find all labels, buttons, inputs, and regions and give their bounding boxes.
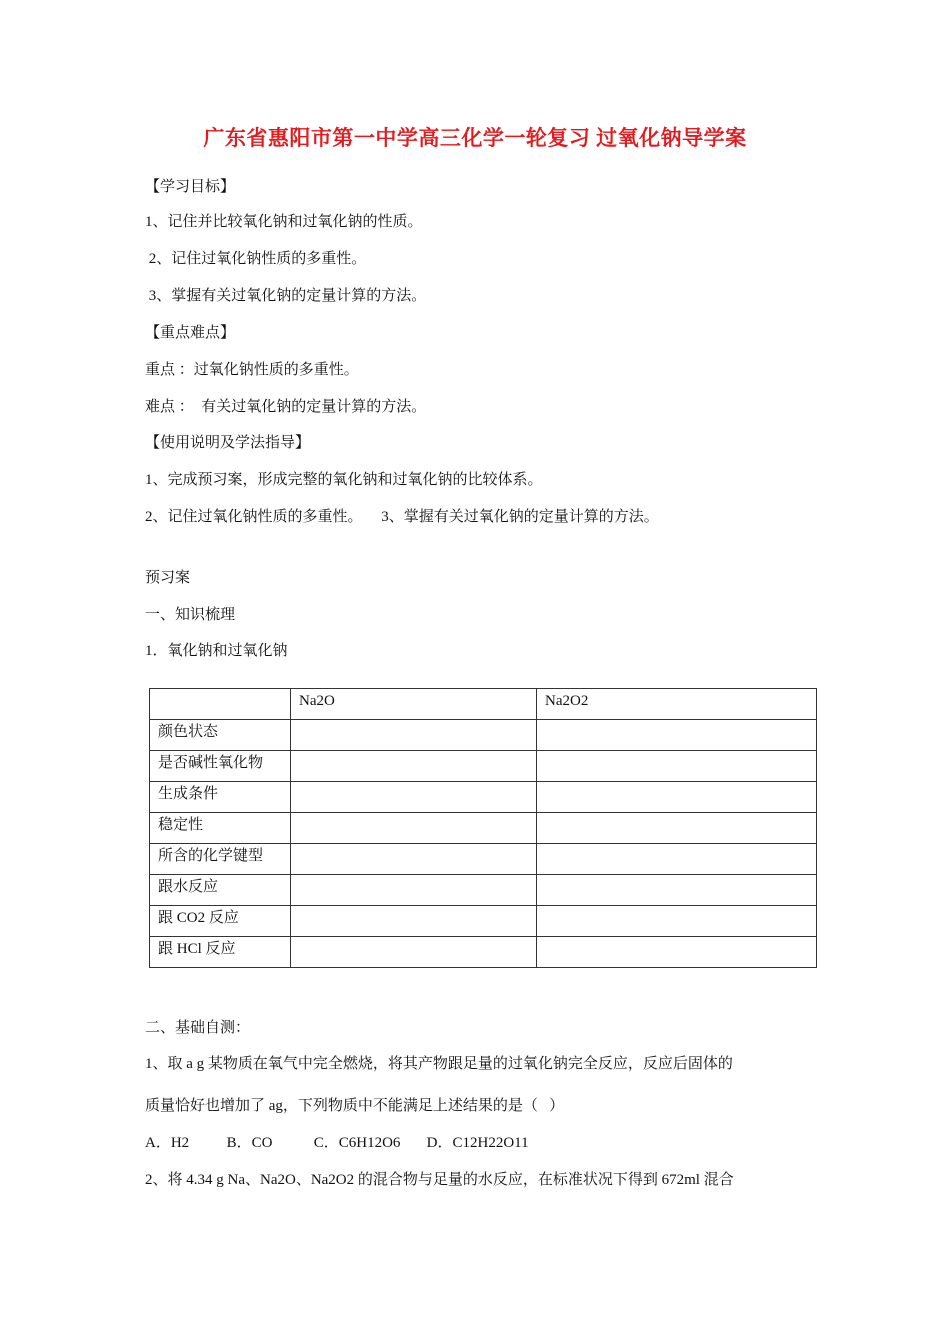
table-row [150,813,817,844]
row-label: 颜色状态 [150,720,291,751]
objective-3: 3、掌握有关过氧化钠的定量计算的方法。 [145,288,427,304]
table-row [150,875,817,906]
row-label: 跟 HCl 反应 [150,937,291,968]
answer-cell[interactable] [291,875,537,906]
instruction-1: 1、完成预习案，形成完整的氧化钠和过氧化钠的比较体系。 [145,472,543,488]
row-label: 跟水反应 [150,875,291,906]
row-label: 稳定性 [150,813,291,844]
table-header-cell [150,689,291,720]
row-label: 所含的化学键型 [150,844,291,875]
difficult-point: 难点 ： 有关过氧化钠的定量计算的方法。 [145,399,427,415]
row-label: 跟 CO2 反应 [150,906,291,937]
objective-2: 2、记住过氧化钠性质的多重性。 [145,251,367,267]
table-header-cell: Na2O [291,689,537,720]
table-header-row [150,689,817,720]
answer-cell[interactable] [291,720,537,751]
section-heading-key-points: 【重点难点】 [145,325,236,341]
answer-cell[interactable] [291,782,537,813]
answer-cell[interactable] [537,906,817,937]
question-1-options: A．H2 B．CO C．C6H12O6 D．C12H22O11 [145,1135,529,1151]
answer-cell[interactable] [537,720,817,751]
table-row [150,844,817,875]
instruction-2-3: 2、记住过氧化钠性质的多重性。 3、掌握有关过氧化钠的定量计算的方法。 [145,509,659,525]
table-row [150,782,817,813]
answer-cell[interactable] [537,782,817,813]
answer-cell[interactable] [537,937,817,968]
comparison-table [149,688,817,968]
knowledge-heading: 一、知识梳理 [145,607,236,623]
objective-1: 1、记住并比较氧化钠和过氧化钠的性质。 [145,214,423,230]
table-row [150,720,817,751]
answer-cell[interactable] [537,844,817,875]
table-row [150,937,817,968]
preview-heading: 预习案 [145,570,191,586]
question-1-line-1: 1、取 a g 某物质在氧气中完全燃烧，将其产物跟足量的过氧化钠完全反应，反应后固体的 [145,1056,733,1072]
row-label: 生成条件 [150,782,291,813]
answer-cell[interactable] [291,844,537,875]
question-1-line-2: 质量恰好也增加了 ag，下列物质中不能满足上述结果的是（ ） [145,1098,565,1114]
answer-cell[interactable] [291,813,537,844]
table-row [150,906,817,937]
section-heading-instructions: 【使用说明及学法指导】 [145,435,311,451]
key-point: 重点 ：过氧化钠性质的多重性。 [145,362,359,378]
answer-cell[interactable] [291,751,537,782]
section-heading-objectives: 【学习目标】 [145,179,236,195]
answer-cell[interactable] [537,751,817,782]
table-header-cell: Na2O2 [537,689,817,720]
self-test-heading: 二、基础自测： [145,1020,251,1036]
page-title: 广东省惠阳市第一中学高三化学一轮复习 过氧化钠导学案 [203,126,747,150]
answer-cell[interactable] [537,875,817,906]
table-caption: 1．氧化钠和过氧化钠 [145,643,288,659]
answer-cell[interactable] [291,906,537,937]
table-row [150,751,817,782]
row-label: 是否碱性氧化物 [150,751,291,782]
question-2-line-1: 2、将 4.34 g Na、Na2O、Na2O2 的混合物与足量的水反应，在标准状况下得到 672ml 混合 [145,1172,734,1188]
answer-cell[interactable] [291,937,537,968]
answer-cell[interactable] [537,813,817,844]
